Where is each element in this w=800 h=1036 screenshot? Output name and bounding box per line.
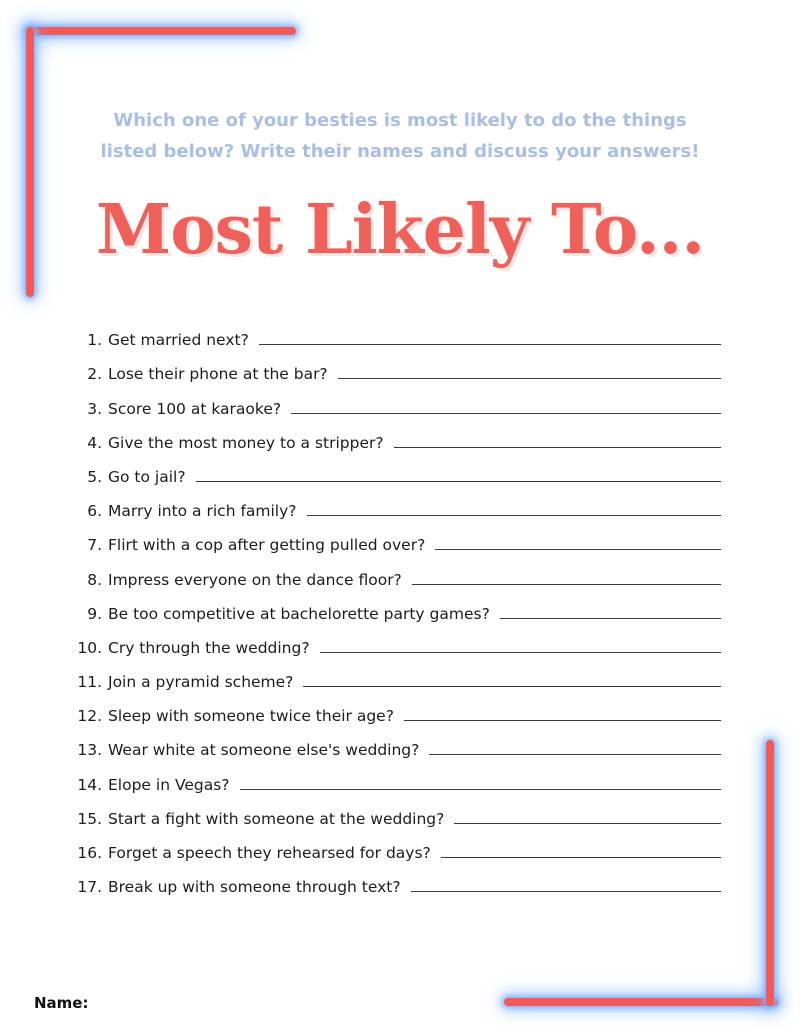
question-item: [76, 657, 721, 691]
question-text: Get married next?: [108, 331, 249, 350]
page-title: Most Likely To...: [95, 190, 704, 270]
answer-line[interactable]: [291, 412, 721, 414]
question-text: Start a fight with someone at the wedding?: [108, 809, 445, 828]
answer-line[interactable]: [196, 480, 721, 482]
question-number: 5.: [87, 467, 102, 486]
question-number: 2.: [87, 365, 102, 384]
question-item: [76, 418, 721, 452]
question-text: Cry through the wedding?: [108, 638, 310, 657]
question-text: Go to jail?: [108, 467, 186, 486]
answer-line[interactable]: [320, 651, 721, 653]
answer-line[interactable]: [441, 856, 721, 858]
answer-line[interactable]: [411, 890, 721, 892]
question-number: 13.: [77, 741, 102, 760]
question-item: [76, 828, 721, 862]
question-number: 8.: [87, 570, 102, 589]
question-text: Be too competitive at bachelorette party games?: [108, 604, 490, 623]
question-number: 11.: [77, 673, 102, 692]
question-number: 12.: [77, 707, 102, 726]
answer-line[interactable]: [500, 617, 721, 619]
question-item: [76, 794, 721, 828]
question-item: [76, 554, 721, 588]
neon-frame-bottom-right-horizontal: [504, 998, 778, 1006]
question-number: 10.: [77, 638, 102, 657]
question-item: [76, 589, 721, 623]
question-number: 6.: [87, 502, 102, 521]
question-item: [76, 383, 721, 417]
question-text: Impress everyone on the dance floor?: [108, 570, 402, 589]
question-number: 1.: [87, 331, 102, 350]
question-text: Forget a speech they rehearsed for days?: [108, 844, 431, 862]
question-number: 9.: [87, 604, 102, 623]
answer-line[interactable]: [259, 343, 721, 345]
answer-line[interactable]: [338, 377, 721, 379]
intro-line-1: Which one of your besties is most likely to do the things: [113, 110, 687, 131]
answer-line[interactable]: [429, 753, 721, 755]
answer-line[interactable]: [240, 788, 721, 790]
question-list: [76, 315, 721, 896]
question-number: 14.: [77, 775, 102, 794]
question-item: [76, 520, 721, 554]
question-item: [76, 759, 721, 793]
question-text: Score 100 at karaoke?: [108, 399, 282, 418]
question-number: 17.: [77, 878, 102, 897]
name-label: Name:: [34, 994, 89, 1012]
question-text: Give the most money to a stripper?: [108, 433, 384, 452]
question-number: 4.: [87, 433, 102, 452]
answer-line[interactable]: [454, 822, 721, 824]
intro-text: [60, 105, 740, 167]
question-item: [76, 725, 721, 759]
answer-line[interactable]: [303, 685, 721, 687]
answer-line[interactable]: [435, 548, 721, 550]
question-number: 3.: [87, 399, 102, 418]
question-item: [76, 862, 721, 896]
question-item: [76, 691, 721, 725]
neon-frame-top-left-horizontal: [26, 27, 296, 35]
question-text: Elope in Vegas?: [108, 775, 230, 794]
question-item: [76, 623, 721, 657]
question-text: Sleep with someone twice their age?: [108, 707, 394, 726]
answer-line[interactable]: [394, 446, 721, 448]
question-number: 16.: [77, 844, 102, 862]
question-item: [76, 349, 721, 383]
question-text: Lose their phone at the bar?: [108, 365, 328, 384]
question-text: Wear white at someone else's wedding?: [108, 741, 420, 760]
neon-frame-bottom-right-vertical: [766, 740, 774, 1006]
question-text: Break up with someone through text?: [108, 878, 401, 897]
question-number: 7.: [87, 536, 102, 555]
answer-line[interactable]: [404, 719, 721, 721]
question-number: 15.: [77, 809, 102, 828]
question-item: [76, 315, 721, 349]
question-text: Marry into a rich family?: [108, 502, 297, 521]
question-item: [76, 486, 721, 520]
intro-line-2: listed below? Write their names and discuss your answers!: [100, 141, 700, 162]
question-text: Flirt with a cop after getting pulled over?: [108, 536, 426, 555]
answer-line[interactable]: [412, 583, 721, 585]
answer-line[interactable]: [307, 514, 721, 516]
question-item: [76, 452, 721, 486]
question-text: Join a pyramid scheme?: [108, 673, 294, 692]
